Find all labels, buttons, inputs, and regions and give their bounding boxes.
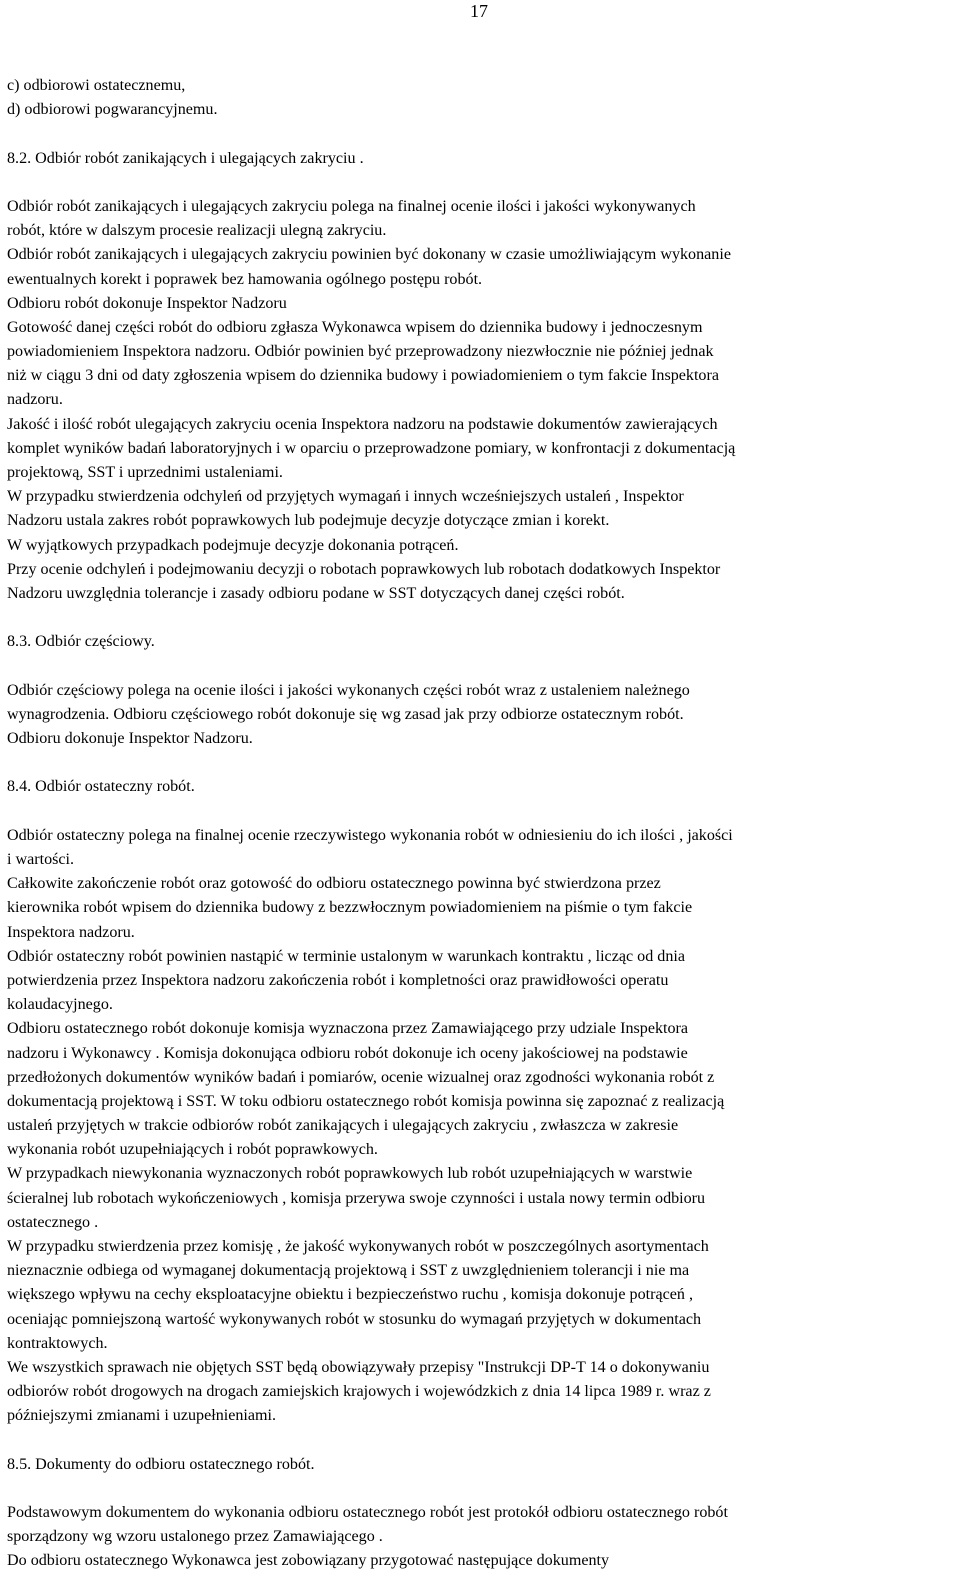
text-block (7, 195, 955, 606)
page-number: 17 (470, 1, 488, 21)
paragraph-gap (7, 800, 955, 824)
text-line: wykonania robót uzupełniających i robót poprawkowych. (7, 1141, 378, 1159)
text-line: Odbioru robót dokonuje Inspektor Nadzoru (7, 294, 287, 312)
text-line: projektową, SST i uprzednimi ustaleniami. (7, 464, 283, 481)
text-line: niż w ciągu 3 dni od daty zgłoszenia wpisem do dziennika budowy i powiadomieniem o tym fakcie Inspektora (7, 367, 719, 385)
paragraph-gap (7, 122, 955, 146)
text-line: W wyjątkowych przypadkach podejmuje decyzje dokonania potrąceń. (7, 536, 459, 554)
text-line: wynagrodzenia. Odbioru częściowego robót dokonuje się wg zasad jak przy odbiorze ostatecznym robót. (7, 705, 684, 723)
text-block (7, 775, 955, 799)
text-line: 8.5. Dokumenty do odbioru ostatecznego robót. (7, 1455, 315, 1473)
paragraph-gap (7, 1477, 955, 1501)
text-line: ustaleń przyjętych w trakcie odbiorów robót zanikających i ulegających zakryciu , zwłaszcza w zakresie (7, 1117, 679, 1135)
text-line: Odbiór częściowy polega na ocenie ilości i jakości wykonanych części robót wraz z ustaleniem należnego (7, 681, 690, 699)
text-line: Do odbioru ostatecznego Wykonawca jest zobowiązany przygotować następujące dokumenty (7, 1552, 610, 1570)
text-line: późniejszymi zmianami i uzupełnieniami. (7, 1407, 277, 1425)
text-line: komplet wyników badań laboratoryjnych i w oparciu o przeprowadzone pomiary, w konfrontacji z dokumentacją (7, 439, 736, 457)
text-line: 8.2. Odbiór robót zanikających i ulegających zakryciu . (7, 149, 364, 167)
text-line: robót, które w dalszym procesie realizacji ulegną zakryciu. (7, 222, 387, 240)
text-line: Przy ocenie odchyleń i podejmowaniu decyzji o robotach poprawkowych lub robotach dodatkowych Inspektor (7, 560, 721, 578)
text-line: W przypadku stwierdzenia przez komisję , że jakość wykonywanych robót w poszczególnych asortymentach (7, 1238, 709, 1255)
text-block (7, 679, 955, 752)
text-line: oceniając pomniejszoną wartość wykonywanych robót w stosunku do wymagań przyjętych w dokumentach (7, 1310, 702, 1328)
text-line: przedłożonych dokumentów wyników badań i pomiarów, ocenie wizualnej oraz zgodności wykonania robót z (7, 1068, 715, 1086)
text-line: sporządzony wg wzoru ustalonego przez Zamawiającego . (7, 1528, 383, 1546)
text-block (7, 147, 955, 171)
text-line: powiadomieniem Inspektora nadzoru. Odbiór powinien być przeprowadzony niezwłocznie nie później jednak (7, 343, 714, 361)
text-line: kolaudacyjnego. (7, 996, 113, 1014)
paragraph-gap (7, 655, 955, 679)
text-line: Nadzoru uwzględnia tolerancje i zasady odbioru podane w SST dotyczących danej części robót. (7, 584, 625, 602)
text-block (7, 1453, 955, 1477)
text-line: Całkowite zakończenie robót oraz gotowość do odbioru ostatecznego powinna być stwierdzona przez (7, 875, 661, 893)
text-line: kierownika robót wpisem do dziennika budowy z bezzwłocznym powiadomieniem na piśmie o tym fakcie (7, 899, 693, 917)
text-line: Podstawowym dokumentem do wykonania odbioru ostatecznego robót jest protokół odbioru ostatecznego robót (7, 1504, 728, 1522)
text-line: 8.3. Odbiór częściowy. (7, 633, 155, 651)
text-line: Odbiór ostateczny polega na finalnej ocenie rzeczywistego wykonania robót w odniesieniu do ich ilości , jakości (7, 826, 733, 844)
paragraph-gap (7, 1429, 955, 1453)
text-line: Odbiór robót zanikających i ulegających zakryciu powinien być dokonany w czasie umożliwiającym wykonanie (7, 246, 731, 264)
text-line: odbiorów robót drogowych na drogach zamiejskich krajowych i wojewódzkich z dnia 14 lipca 1989 r. wraz z (7, 1383, 711, 1401)
document-body (7, 74, 955, 1574)
text-line: i wartości. (7, 851, 75, 868)
text-line: większego wpływu na cechy eksploatacyjne obiektu i bezpieczeństwo ruchu , komisja dokonuje potrąceń , (7, 1286, 693, 1304)
text-line: 8.4. Odbiór ostateczny robót. (7, 778, 195, 796)
text-line: W przypadku stwierdzenia odchyleń od przyjętych wymagań i innych wcześniejszych ustaleń , Inspektor (7, 488, 684, 506)
text-line: Odbioru ostatecznego robót dokonuje komisja wyznaczona przez Zamawiającego przy udziale Inspektora (7, 1020, 689, 1038)
text-line: ostatecznego . (7, 1213, 99, 1231)
text-line: Nadzoru ustala zakres robót poprawkowych lub podejmuje decyzje dotyczące zmian i korekt. (7, 512, 610, 530)
text-line: nieznacznie odbiega od wymaganej dokumentacją projektową i SST z uwzględnieniem tolerancji i nie ma (7, 1262, 690, 1280)
text-line: ewentualnych korekt i poprawek bez hamowania ogólnego postępu robót. (7, 270, 483, 288)
text-block (7, 824, 955, 1429)
text-line: Jakość i ilość robót ulegających zakryciu ocenia Inspektora nadzoru na podstawie dokumentów zawierających (7, 415, 718, 433)
text-line: We wszystkich sprawach nie objętych SST będą obowiązywały przepisy "Instrukcji DP-T 14 o dokonywaniu (7, 1358, 710, 1376)
text-line: W przypadkach niewykonania wyznaczonych robót poprawkowych lub robót uzupełniających w warstwie (7, 1165, 693, 1183)
text-block (7, 630, 955, 654)
text-line: potwierdzenia przez Inspektora nadzoru zakończenia robót i kompletności oraz prawidłowości operatu (7, 971, 669, 989)
text-line: Inspektora nadzoru. (7, 923, 135, 941)
text-block (7, 1501, 955, 1574)
text-line: kontraktowych. (7, 1334, 108, 1352)
text-line: nadzoru. (7, 391, 63, 409)
text-line: Gotowość danej części robót do odbioru zgłasza Wykonawca wpisem do dziennika budowy i jednoczesnym (7, 318, 703, 336)
text-line: dokumentacją projektową i SST. W toku odbioru ostatecznego robót komisja powinna się zapoznać z realizacją (7, 1092, 725, 1110)
paragraph-gap (7, 751, 955, 775)
text-line: nadzoru i Wykonawcy . Komisja dokonująca odbioru robót dokonuje ich oceny jakościowej na podstawie (7, 1044, 688, 1062)
text-line: ścieralnej lub robotach wykończeniowych , komisja przerywa swoje czynności i ustala nowy termin odbioru (7, 1189, 706, 1207)
text-line: Odbiór ostateczny robót powinien nastąpić w terminie ustalonym w warunkach kontraktu , licząc od dnia (7, 947, 685, 965)
text-line: Odbiór robót zanikających i ulegających zakryciu polega na finalnej ocenie ilości i jakości wykonywanych (7, 197, 696, 215)
paragraph-gap (7, 171, 955, 195)
text-line: c) odbiorowi ostatecznemu, (7, 77, 186, 94)
text-line: Odbioru dokonuje Inspektor Nadzoru. (7, 730, 253, 748)
text-block (7, 74, 955, 122)
text-line: d) odbiorowi pogwarancyjnemu. (7, 101, 218, 119)
paragraph-gap (7, 606, 955, 630)
